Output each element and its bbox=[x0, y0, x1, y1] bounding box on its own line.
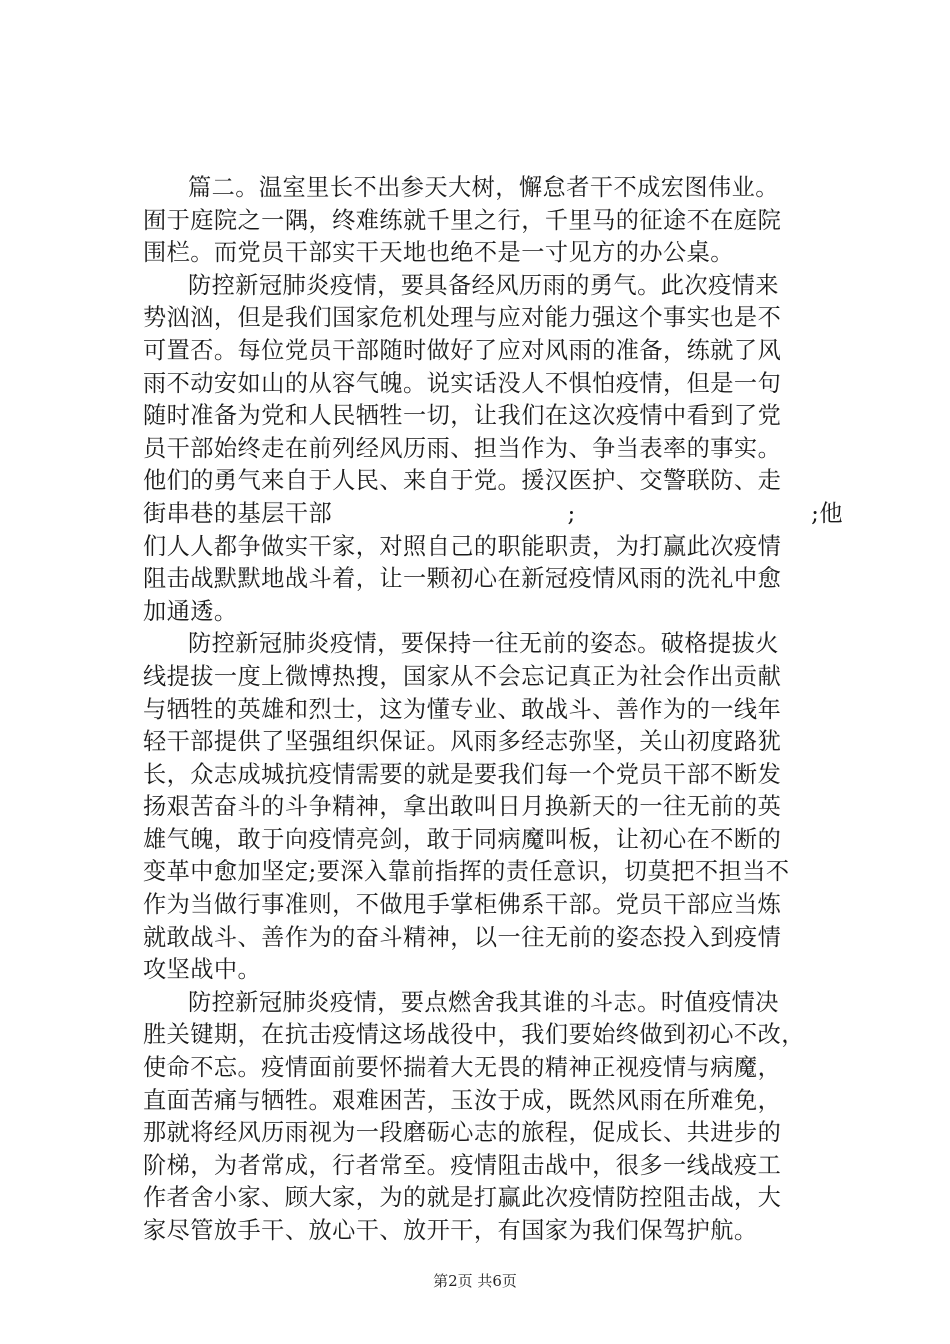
text-fragment: 街串巷的基层干部 bbox=[143, 499, 333, 527]
text-line: 囿于庭院之一隅，终难练就千里之行，千里马的征途不在庭院 bbox=[143, 206, 782, 234]
text-fragment: ; bbox=[567, 499, 576, 527]
text-line: 扬艰苦奋斗的斗争精神，拿出敢叫日月换新天的一往无前的英 bbox=[143, 793, 782, 821]
text-line: 防控新冠肺炎疫情，要保持一往无前的姿态。破格提拔火 bbox=[188, 630, 779, 658]
text-line: 胜关键期，在抗击疫情这场战役中，我们要始终做到初心不改， bbox=[143, 1021, 805, 1049]
text-line: 阶梯，为者常成，行者常至。疫情阻击战中，很多一线战疫工 bbox=[143, 1151, 782, 1179]
text-line: 与牺牲的英雄和烈士，这为懂专业、敢战斗、善作为的一线年 bbox=[143, 695, 782, 723]
text-line: 作者舍小家、顾大家，为的就是打赢此次疫情防控阻击战，大 bbox=[143, 1184, 782, 1212]
text-line: 长，众志成城抗疫情需要的就是要我们每一个党员干部不断发 bbox=[143, 760, 782, 788]
text-line: 那就将经风历雨视为一段磨砺心志的旅程，促成长、共进步的 bbox=[143, 1119, 782, 1147]
text-line: 线提拔一度上微博热搜，国家从不会忘记真正为社会作出贡献 bbox=[143, 662, 782, 690]
page-number-footer: 第2页 共6页 bbox=[433, 1272, 517, 1290]
text-line: 员干部始终走在前列经风历雨、担当作为、争当表率的事实。 bbox=[143, 434, 782, 462]
text-line: 势汹汹，但是我们国家危机处理与应对能力强这个事实也是不 bbox=[143, 304, 782, 332]
text-line: 防控新冠肺炎疫情，要点燃舍我其谁的斗志。时值疫情决 bbox=[188, 988, 779, 1016]
article-body bbox=[143, 172, 843, 1248]
text-line: 防控新冠肺炎疫情，要具备经风历雨的勇气。此次疫情来 bbox=[188, 271, 779, 299]
text-line-spaced bbox=[143, 498, 843, 531]
text-line: 他们的勇气来自于人民、来自于党。援汉医护、交警联防、走 bbox=[143, 467, 782, 495]
text-line: 雄气魄，敢于向疫情亮剑，敢于同病魔叫板，让初心在不断的 bbox=[143, 825, 782, 853]
text-fragment: ;他 bbox=[811, 499, 843, 527]
text-line: 直面苦痛与牺牲。艰难困苦，玉汝于成，既然风雨在所难免， bbox=[143, 1086, 782, 1114]
text-line: 们人人都争做实干家，对照自己的职能职责，为打赢此次疫情 bbox=[143, 532, 782, 560]
text-line: 围栏。而党员干部实干天地也绝不是一寸见方的办公桌。 bbox=[143, 239, 734, 267]
text-line: 就敢战斗、善作为的奋斗精神，以一往无前的姿态投入到疫情 bbox=[143, 923, 782, 951]
text-line: 作为当做行事准则，不做甩手掌柜佛系干部。党员干部应当炼 bbox=[143, 891, 782, 919]
text-line: 篇二。温室里长不出参天大树，懈怠者干不成宏图伟业。 bbox=[188, 174, 779, 201]
text-line: 变革中愈加坚定;要深入靠前指挥的责任意识，切莫把不担当不 bbox=[143, 858, 790, 886]
text-line: 随时准备为党和人民牺牲一切，让我们在这次疫情中看到了党 bbox=[143, 402, 782, 430]
text-line: 轻干部提供了坚强组织保证。风雨多经志弥坚，关山初度路犹 bbox=[143, 728, 782, 756]
text-line: 攻坚战中。 bbox=[143, 956, 262, 984]
text-line: 加通透。 bbox=[143, 597, 238, 625]
text-line: 阻击战默默地战斗着，让一颗初心在新冠疫情风雨的洗礼中愈 bbox=[143, 565, 782, 593]
text-line: 使命不忘。疫情面前要怀揣着大无畏的精神正视疫情与病魔， bbox=[143, 1054, 782, 1082]
text-line: 家尽管放手干、放心干、放开干，有国家为我们保驾护航。 bbox=[143, 1217, 758, 1244]
text-line: 雨不动安如山的从容气魄。说实话没人不惧怕疫情，但是一句 bbox=[143, 369, 782, 397]
text-line: 可置否。每位党员干部随时做好了应对风雨的准备，练就了风 bbox=[143, 336, 782, 364]
